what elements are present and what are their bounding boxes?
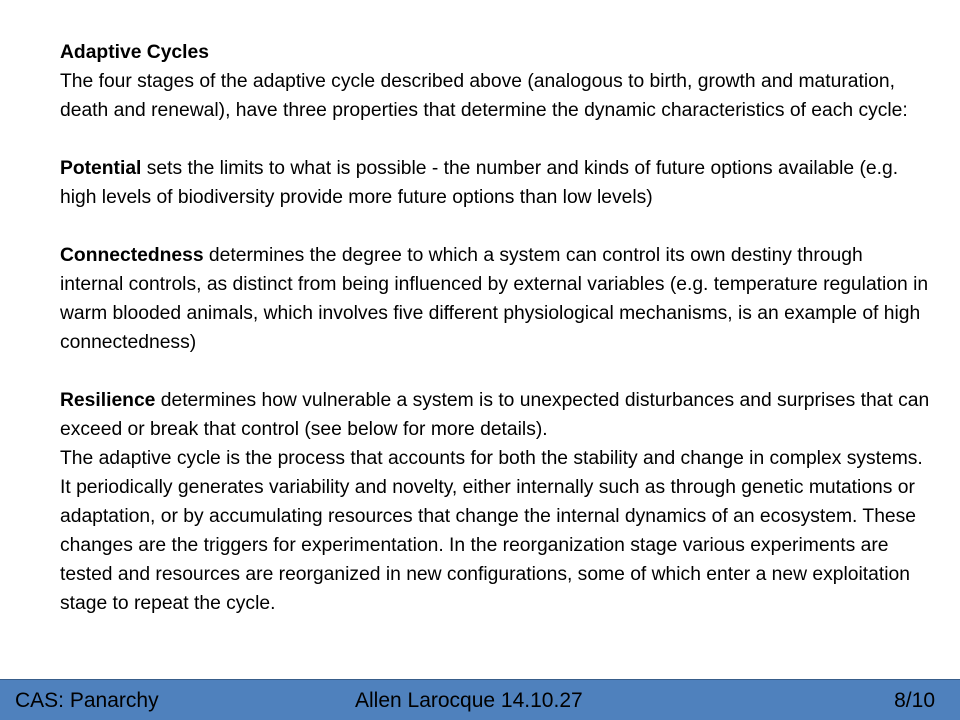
potential-paragraph [60, 154, 930, 212]
potential-term: Potential [60, 158, 142, 179]
spacer [60, 125, 930, 154]
resilience-term: Resilience [60, 390, 156, 411]
closing-paragraph: The adaptive cycle is the process that accounts for both the stability and change in complex systems. It periodically generates variability and novelty, either internally such as through genetic mutations or adaptation, or by accumulating resources that change the internal dynamics of an ecosystem. These changes are the triggers for experimentation. In the reorganization stage various experiments are tested and resources are reorganized in new configurations, some of which enter a new exploitation stage to repeat the cycle. [60, 448, 923, 614]
page-number: 8/10 [894, 689, 935, 712]
spacer [60, 212, 930, 241]
connectedness-text: determines the degree to which a system can control its own destiny through internal controls, as distinct from being influenced by external variables (e.g. temperature regulation in warm blooded animals, which involves five different physiological mechanisms, is an example of high connectedness) [60, 245, 929, 353]
footer-title: CAS: Panarchy [15, 689, 159, 712]
footer-author-date: Allen Larocque 14.10.27 [355, 689, 583, 712]
connectedness-paragraph [60, 241, 930, 357]
slide-title: Adaptive Cycles [60, 42, 209, 63]
footer-bar [0, 679, 960, 720]
potential-text: sets the limits to what is possible - the number and kinds of future options available (e.g. high levels of biodiversity provide more future options than low levels) [60, 158, 899, 208]
resilience-paragraph [60, 386, 930, 444]
slide-body [60, 38, 930, 618]
intro-paragraph: The four stages of the adaptive cycle described above (analogous to birth, growth and maturation, death and renewal), have three properties that determine the dynamic characteristics of each cycle: [60, 71, 908, 121]
resilience-text: determines how vulnerable a system is to unexpected disturbances and surprises that can exceed or break that control (see below for more details). [60, 390, 930, 440]
connectedness-term: Connectedness [60, 245, 204, 266]
spacer [60, 357, 930, 386]
